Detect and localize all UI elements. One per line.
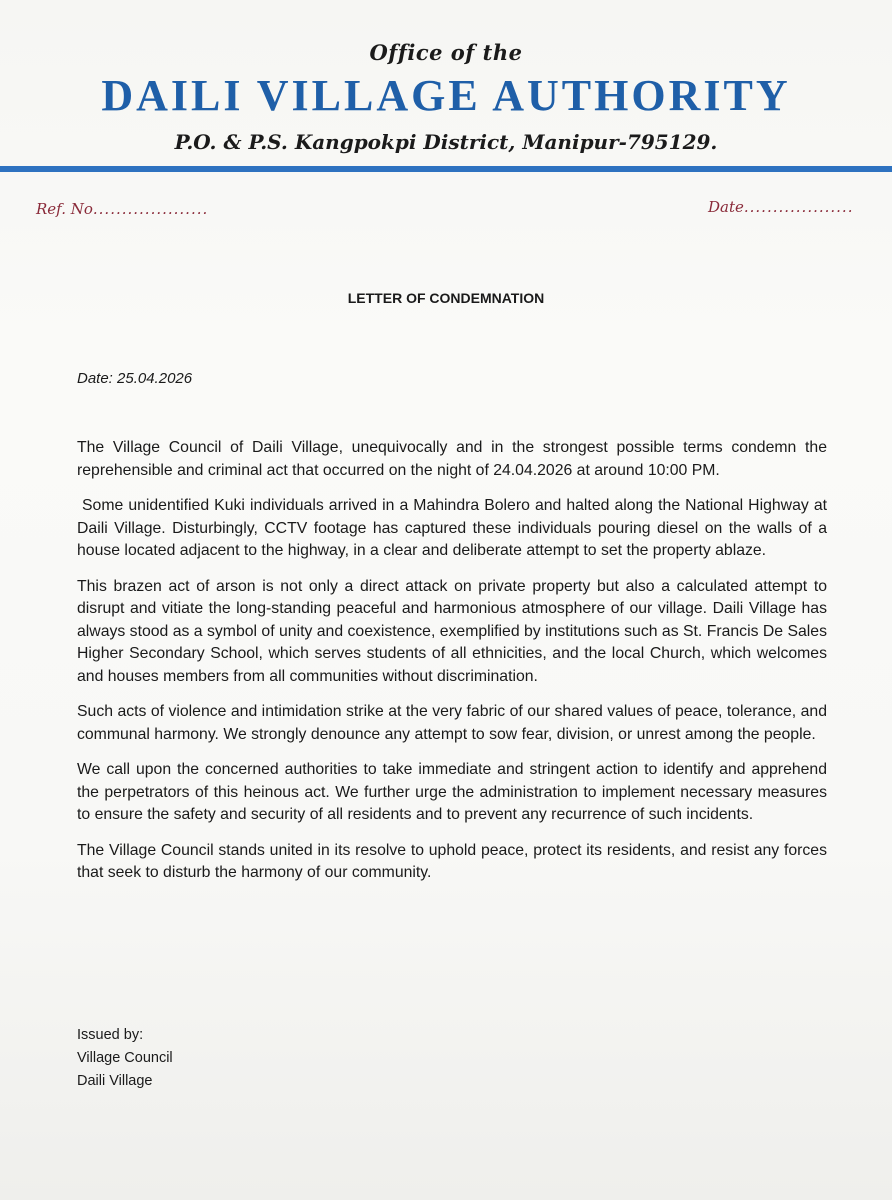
body-paragraph-6: The Village Council stands united in its resolve to uphold peace, protect its residents, and resist any forces that seek to disturb the harmony of our community. [77,841,827,881]
body-paragraph-2: Some unidentified Kuki individuals arrived in a Mahindra Bolero and halted along the National Highway at Daili Village. Disturbingly, CCTV footage has captured these individuals pouring diesel on the walls of a house located adjacent to the highway, in a clear and deliberate attempt to set the property ablaze. [77,497,827,559]
body-paragraph-3: This brazen act of arson is not only a direct attack on private property but also a calculated attempt to disrupt and vitiate the long-standing peaceful and harmonious atmosphere of our village. Daili Village has always stood as a symbol of unity and coexistence, exemplified by institutions such as St. Francis De Sales Higher Secondary School, which serves students of all ethnicities, and the local Church, which welcomes and houses members from all communities without discrimination. [77,577,827,685]
issuer-name: Village Council [77,1050,173,1066]
body-paragraph-4: Such acts of violence and intimidation strike at the very fabric of our shared values of peace, tolerance, and communal harmony. We strongly denounce any attempt to sow fear, division, or unrest among the people. [77,703,827,743]
letterhead-divider [0,166,892,172]
date-field [708,198,853,216]
ref-number-blank: .................... [92,200,209,218]
letter-heading: LETTER OF CONDEMNATION [347,290,545,306]
date-field-blank: ................... [743,198,854,216]
ref-number-field [36,200,208,218]
date-field-label: Date [708,198,744,216]
letter-body [77,437,827,898]
letterhead-office-line: Office of the [369,40,523,65]
ref-number-label: Ref. No [36,200,93,218]
issued-by-label: Issued by: [77,1027,144,1043]
issued-by-block [77,1024,173,1093]
body-paragraph-1: The Village Council of Daili Village, unequivocally and in the strongest possible terms condemn the reprehensible and criminal act that occurred on the night of 24.04.2026 at around 10:00 PM. [77,439,827,479]
letter-date: Date: 25.04.2026 [77,370,193,387]
body-paragraph-5: We call upon the concerned authorities to take immediate and stringent action to identify and apprehend the perpetrators of this heinous act. We further urge the administration to implement necessary measures to ensure the safety and security of all residents and to prevent any recurrence of such incidents. [77,761,827,823]
letterhead-authority-title: DAILI VILLAGE AUTHORITY [101,71,791,120]
letterhead-address: P.O. & P.S. Kangpokpi District, Manipur-795129. [174,130,718,154]
issuer-place: Daili Village [77,1073,153,1089]
